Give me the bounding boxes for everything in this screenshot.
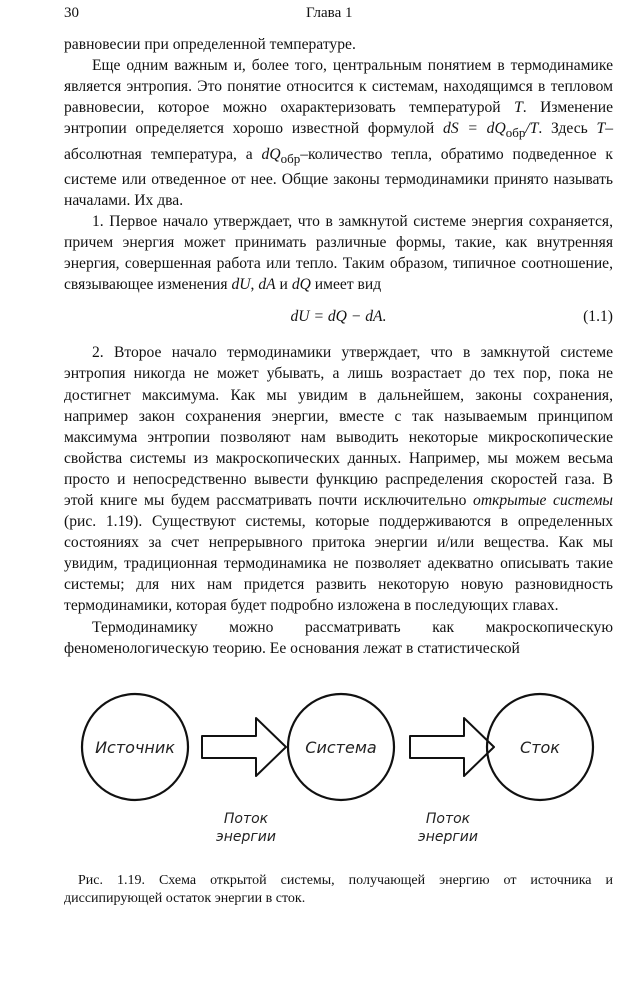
- figure-caption: Рис. 1.19. Схема открытой системы, получающей энергию от источника и диссипирующей остаток энергии в сток.: [64, 873, 613, 906]
- equation-1-1: [64, 300, 613, 332]
- flow-2-line-1: Поток: [425, 811, 471, 827]
- figure-diagram: [0, 690, 620, 870]
- sink-label: Сток: [520, 738, 560, 757]
- text-run: (рис. 1.19). Существуют системы, которые поддерживаются в определенных состояниях за счет непрерывного притока энергии и/или вещества. Как мы увидим, традиционная термодинамика не позволяет адекватно описывать такие системы; для них нам придется развить некоторую новую разновидность термодинамики, которая будет подробно изложена в последующих главах.: [64, 513, 613, 615]
- math-subscript: обр: [505, 125, 526, 141]
- equation-number: (1.1): [583, 308, 613, 326]
- flow-1-line-2: энергии: [216, 829, 276, 845]
- math-subscript: обр: [280, 150, 301, 166]
- running-head: Глава 1: [306, 5, 353, 21]
- emphasis-open-systems: открытые системы: [473, 492, 613, 509]
- text-run: и: [275, 276, 292, 294]
- math-dQ: dQ: [261, 145, 281, 163]
- flow-2-line-2: энергии: [418, 829, 478, 845]
- math-dU: dU: [231, 276, 251, 294]
- page-header: [0, 5, 620, 25]
- text-run: Еще одним важным и, более того, центральным понятием в термодинамике является энтропия. Это понятие относится к системам, находящимся в тепловом равновесии, которое можно охарактеризовать температурой: [64, 57, 613, 117]
- source-label: Источник: [95, 738, 175, 757]
- math-T: T: [596, 120, 606, 138]
- page-number: 30: [64, 5, 79, 21]
- text-run: –количество тепла, обратимо подведенное к системе или отведенное от нее. Общие законы термодинамики принято называть началами. Их два.: [64, 145, 614, 209]
- math-T: T: [514, 99, 523, 117]
- text-run: . Изменение энтропии определяется хорошо известной формулой: [64, 99, 613, 138]
- text-run: –абсолютная температура, а: [64, 120, 613, 163]
- equation-text: dU = dQ − dA.: [290, 308, 387, 326]
- paragraph-thermodynamics: Термодинамику можно рассматривать как макроскопическую феноменологическую теорию. Ее основания лежат в статистической: [64, 618, 613, 657]
- flow-1-line-1: Поток: [223, 811, 269, 827]
- body-text: [64, 34, 613, 659]
- math-dQ: dQ: [291, 276, 311, 294]
- math-dS: dS = dQ: [443, 120, 506, 138]
- paragraph-entropy: [64, 55, 613, 211]
- text-run: имеет вид: [310, 276, 382, 294]
- text-run: 2. Второе начало термодинамики утверждает, что в замкнутой системе энтропия никогда не может убывать, а лишь возрастает до тех пор, пока не достигнет максимума. Как мы увидим в дальнейшем, законы сохранения, например закон сохранения энергии, вместе с так называемым принципом максимума энтропии позволяют нам выводить некоторые микроскопические свойства системы из макроскопических данных. Например, мы можем весьма просто и непосредственно вывести функцию распределения скоростей газа. В этой книге мы будем рассматривать почти исключительно: [64, 344, 613, 509]
- paragraph-second-law: [64, 342, 613, 616]
- paragraph-continuation: равновесии при определенной температуре.: [64, 36, 356, 53]
- text-run: ,: [250, 276, 259, 294]
- text-run: 1. Первое начало утверждает, что в замкнутой системе энергия сохраняется, причем энергия может принимать различные формы, такие, как внутренняя энергия, совершенная работа или тепло. Таким образом, типичное соотношение, связывающее изменения: [64, 212, 613, 294]
- energy-flow-arrow-2: [410, 718, 494, 776]
- paragraph-first-law: [64, 211, 613, 295]
- system-label: Система: [305, 738, 377, 757]
- math-over-T: /T: [525, 120, 539, 138]
- math-dA: dA: [258, 276, 276, 294]
- text-run: . Здесь: [538, 120, 597, 138]
- energy-flow-arrow-1: [202, 718, 286, 776]
- figure-1-19: [0, 690, 620, 890]
